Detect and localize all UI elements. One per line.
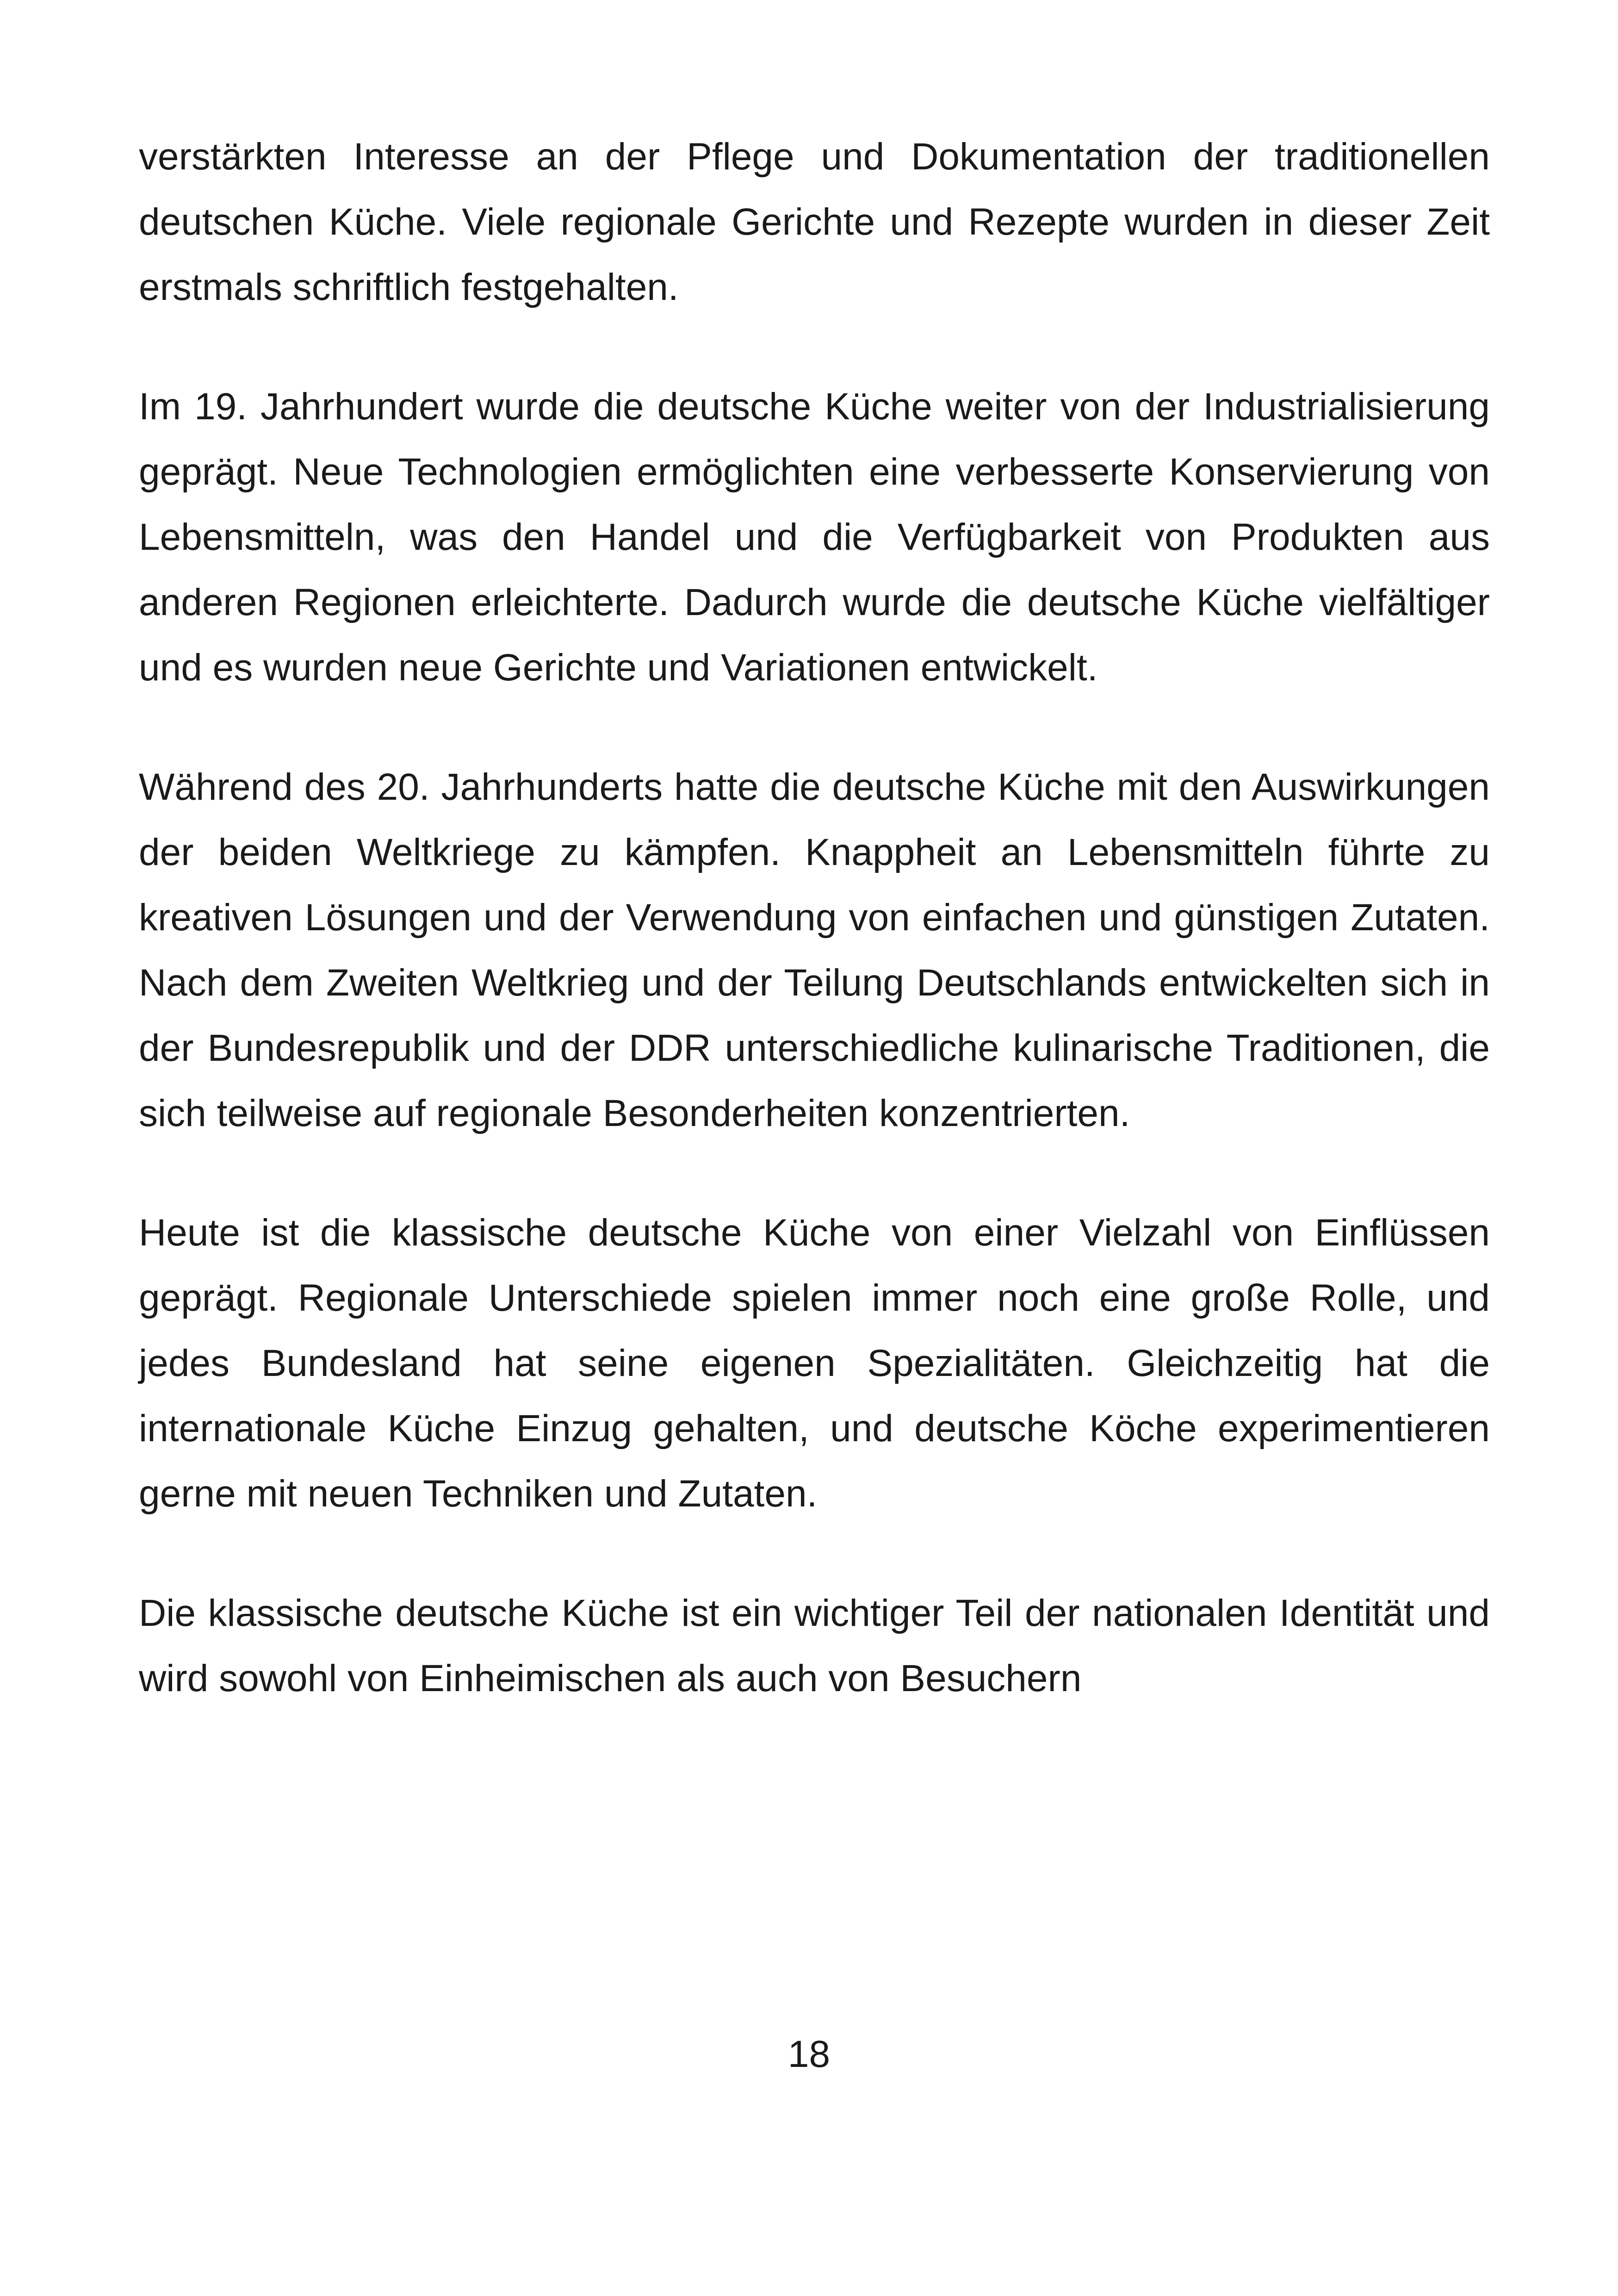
paragraph-4: Heute ist die klassische deutsche Küche von einer Vielzahl von Einflüssen geprägt. Regionale Unterschiede spielen immer noch eine große Rolle, und jedes Bundesland hat seine eigenen Spezialitäten. Gleichzeitig hat die internationale Küche Einzug gehalten, und deutsche Köche experimentieren gerne mit neuen Techniken und Zutaten.	[139, 1212, 1490, 1515]
page-number: 18	[787, 2033, 831, 2075]
paragraph-1: verstärkten Interesse an der Pflege und Dokumentation der traditionellen deutschen Küche. Viele regionale Gerichte und Rezepte wurden in dieser Zeit erstmals schriftlich festgehalten.	[139, 136, 1490, 308]
paragraph-2: Im 19. Jahrhundert wurde die deutsche Küche weiter von der Industrialisierung geprägt. Neue Technologien ermöglichten eine verbesserte Konservierung von Lebensmitteln, was den Handel und die Verfügbarkeit von Produkten aus anderen Regionen erleichterte. Dadurch wurde die deutsche Küche vielfältiger und es wurden neue Gerichte und Variationen entwickelt.	[139, 386, 1490, 689]
body-text	[139, 124, 1490, 1765]
paragraph-3: Während des 20. Jahrhunderts hatte die deutsche Küche mit den Auswirkungen der beiden Weltkriege zu kämpfen. Knappheit an Lebensmitteln führte zu kreativen Lösungen und der Verwendung von einfachen und günstigen Zutaten. Nach dem Zweiten Weltkrieg und der Teilung Deutschlands entwickelten sich in der Bundesrepublik und der DDR unterschiedliche kulinarische Traditionen, die sich teilweise auf regionale Besonderheiten konzentrierten.	[139, 766, 1490, 1134]
paragraph-5: Die klassische deutsche Küche ist ein wichtiger Teil der nationalen Identität und wird sowohl von Einheimischen als auch von Besuchern	[139, 1592, 1490, 1699]
